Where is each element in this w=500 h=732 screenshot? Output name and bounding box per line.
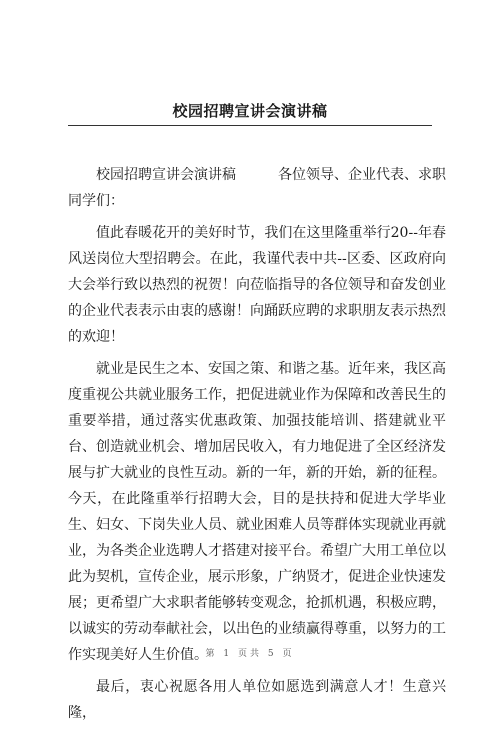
paragraph-closing: 最后，衷心祝愿各用人单位如愿选到满意人才！生意兴隆， [68,679,446,721]
paragraph-greeting: 校园招聘宣讲会演讲稿 各位领导、企业代表、求职同学们： [68,167,446,209]
page-footer: 第 1 页共 5 页 [205,649,295,659]
document-title: 校园招聘宣讲会演讲稿 [172,102,328,120]
title-underline [68,125,432,126]
paragraph-welcome: 值此春暖花开的美好时节，我们在这里隆重举行20--年春风送岗位大型招聘会。在此，我谨代表中共--区委、区政府向大会举行致以热烈的祝贺！向莅临指导的各位领导和奋发创业的企业代表表示由衷的感谢！向踊跃应聘的求职朋友表示热烈的欢迎！ [68,225,446,345]
paragraph-employment: 就业是民生之本、安国之策、和谐之基。近年来，我区高度重视公共就业服务工作，把促进就业作为保障和改善民生的重要举措，通过落实优惠政策、加强技能培训、搭建就业平台、创造就业机会、增加居民收入，有力地促进了全区经济发展与扩大就业的良性互动。新的一年，新的开始，新的征程。今天，在此隆重举行招聘大会，目的是扶持和促进大学毕业生、妇女、下岗失业人员、就业困难人员等群体实现就业再就业，为各类企业选聘人才搭建对接平台。希望广大用工单位以此为契机，宣传企业，展示形象，广纳贤才，促进企业快速发展；更希望广大求职者能够转变观念，抢抓机遇，积极应聘，以诚实的劳动奉献社会，以出色的业绩赢得尊重，以努力的工作实现美好人生价值。 [68,361,446,663]
